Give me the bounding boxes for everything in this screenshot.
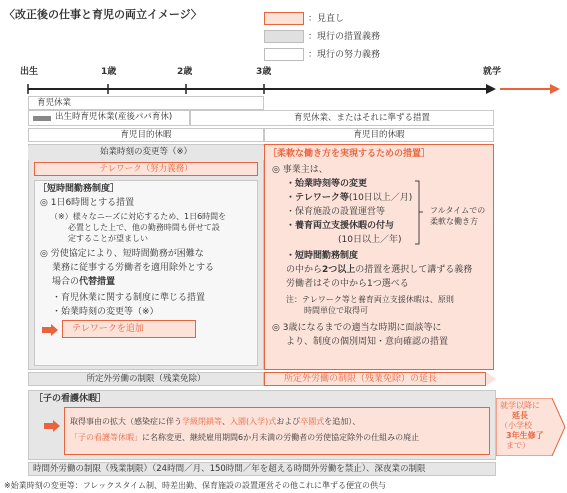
flex-note-2: 時間単位で取得可 <box>304 306 368 315</box>
alternative-measure-2: ・始業時刻の変更等（※） <box>52 307 159 317</box>
flex-interview-2: より、制度の個別周知・意向確認の措置 <box>286 337 449 347</box>
row-leave-or-equivalent: 育児休業、またはそれに準ずる措置 <box>190 110 494 126</box>
alternative-measures-label: 代替措置 <box>79 277 116 287</box>
nursing-leave-line-2: 「子の看護等休暇」に名称変更、継続雇用期間6か月未満の労働者の労使協定除外の仕組みの廃止 <box>70 433 420 442</box>
footnote: ※始業時刻の変更等：フレックスタイム制、時差出勤、保育施設の設置運営その他これに準ずる便宜の供与 <box>4 481 387 490</box>
school-extension-2: 延長 <box>512 411 528 420</box>
nursing-leave-change-box <box>64 407 490 455</box>
flex-item-support-leave: ・養育両立支援休暇の付与 <box>286 221 395 231</box>
row-overtime-exemption: 所定外労働の制限（残業免除） <box>28 372 264 386</box>
paternity-bar <box>33 116 51 121</box>
timeline-label-school: 就学 <box>483 67 502 77</box>
timeline-label-3yr: 3歳 <box>256 67 272 77</box>
flex-bracket <box>414 180 424 246</box>
timeline-label-1yr: 1歳 <box>101 67 117 77</box>
school-extension-4: 3年生修了 <box>506 431 544 440</box>
school-extension-3: （小学校 <box>500 421 532 430</box>
labor-agreement-2: 業務に従事する労働者を適用除外とする <box>52 263 215 273</box>
telework-add-label: テレワークを追加 <box>72 324 144 334</box>
row-telework-effort: テレワーク（努力義務） <box>34 162 258 176</box>
overtime-extend-arrowhead <box>486 372 496 386</box>
flex-side-note-1: フルタイムでの <box>430 206 486 215</box>
legend-label-current-effort: ：現行の努力義務 <box>308 50 381 60</box>
flex-item-daycare: ・保育施設の設置運営等 <box>286 207 386 217</box>
school-extension-1: 就学以降に <box>500 401 540 410</box>
short-hours-note-3: 定することが望ましい <box>68 234 148 243</box>
school-extension-5: まで） <box>506 441 530 450</box>
timeline-axis <box>0 82 567 96</box>
row-childcare-leave: 育児休業 <box>28 96 264 110</box>
diagram-title: 〈改正後の仕事と育児の両立イメージ〉 <box>4 8 202 21</box>
short-hours-note-1: （※）様々なニーズに対応するため、1日6時間を <box>50 212 227 221</box>
legend-label-new: ：見直し <box>308 14 345 24</box>
short-hours-title: ［短時間勤務制度］ <box>38 184 120 194</box>
arrow-right-icon <box>42 324 58 336</box>
legend-swatch-new <box>264 12 304 25</box>
flex-interview-1: ◎ 3歳になるまでの適当な時期に面談等に <box>272 323 442 333</box>
timeline-label-birth: 出生 <box>20 67 39 77</box>
flex-note-1: 注：テレワーク等と養育両立支援休暇は、原則 <box>286 295 454 304</box>
nursing-leave-title: ［子の看護休暇］ <box>34 394 107 404</box>
overtime-extended-label: 所定外労働の制限（残業免除）の延長 <box>284 374 438 384</box>
flex-item-telework: ・テレワーク等(10日以上／月) <box>286 193 413 203</box>
flex-side-note-2: 柔軟な働き方 <box>430 217 478 226</box>
short-hours-6h: ◎ 1日6時間とする措置 <box>40 198 135 208</box>
flex-choose-line-1: の中から2つ以上の措置を選択して講ずる義務 <box>286 265 473 275</box>
flexible-intro: ◎ 事業主は、 <box>272 165 328 175</box>
arrow-right-icon-nursing <box>44 420 60 432</box>
row-paternity-leave: 出生時育児休業(産後パパ育休) <box>28 110 190 126</box>
labor-agreement-3: 場合の代替措置 <box>52 277 116 287</box>
flex-choose-line-2: 労働者はその中から1つ選べる <box>286 279 409 289</box>
legend-label-current-measure: ：現行の措置義務 <box>308 32 381 42</box>
row-childcare-purpose-leave-2: 育児目的休暇 <box>264 128 494 142</box>
legend-swatch-current-effort <box>264 48 304 61</box>
alternative-measure-1: ・育児休業に関する制度に準じる措置 <box>52 293 206 303</box>
labor-agreement-1: ◎ 労使協定により、短時間勤務が困難な <box>40 249 204 259</box>
timeline-label-2yr: 2歳 <box>177 67 193 77</box>
legend-swatch-current-measure <box>264 30 304 43</box>
row-childcare-purpose-leave-1: 育児目的休暇 <box>28 128 264 142</box>
flex-item-start-time: ・始業時刻等の変更 <box>286 179 368 189</box>
row-overtime-restriction: 時間外労働の制限（残業制限）（24時間／月、150時間／年を超える時間外労働を禁止）、深夜業の制限 <box>28 462 496 476</box>
flexible-title: ［柔軟な働き方を実現するための措置］ <box>268 149 431 159</box>
nursing-leave-line-1: 取得事由の拡大（感染症に伴う学級閉鎖等、入園(入学)式および卒園式を追加）、 <box>70 417 361 426</box>
flex-item-short-hours: ・短時間勤務制度 <box>286 251 359 261</box>
row-start-time-change: 始業時刻の変更等（※） <box>28 146 264 160</box>
flex-item-support-leave-days: (10日以上／年) <box>338 235 402 245</box>
short-hours-note-2: 必置とした上で、他の勤務時間も併せて設 <box>68 223 220 232</box>
